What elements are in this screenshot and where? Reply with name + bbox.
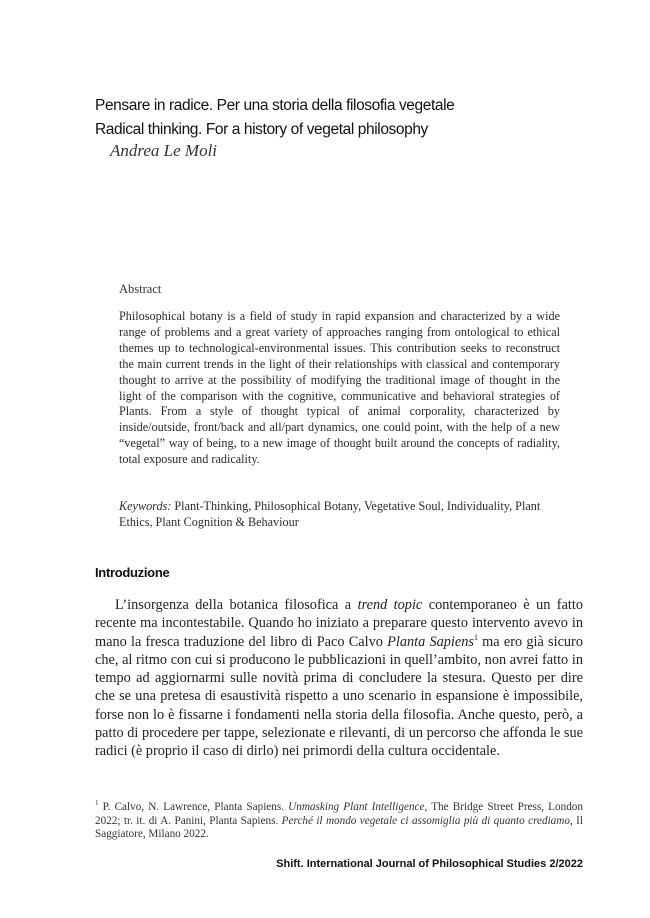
footnote-number: 1 <box>95 799 99 807</box>
section-heading: Introduzione <box>95 565 170 580</box>
keywords <box>119 499 560 531</box>
footnote-ref[interactable]: 1 <box>473 632 478 642</box>
title-italian: Pensare in radice. Per una storia della filosofia vegetale <box>95 97 455 114</box>
footnote: $^1$ P. Calvo, N. Lawrence, Planta Sapiens. Unmasking Plant Intelligence, The Bridge Street Press, London 2022; tr. it. di A. Panini, Planta Sapiens. Perché il mondo vegetale ci assomiglia più di quanto crediamo, Il Saggiatore, Milano 2022. <box>95 799 584 841</box>
keywords-label: Keywords: <box>119 499 172 513</box>
emphasis-book-title: Planta Sapiens <box>387 633 474 650</box>
keywords-list: Plant-Thinking, Philosophical Botany, Vegetative Soul, Individuality, Plant Ethics, Plant Cognition & Behaviour <box>119 499 541 529</box>
abstract-text: Philosophical botany is a field of study in rapid expansion and characterized by a wide range of problems and a great variety of approaches ranging from ontological to ethical themes up to technological-environmental issues. This contribution seeks to reconstruct the main current trends in the light of their relationships with classical and contemporary thought to arrive at the possibility of modifying the traditional image of thought in the light of the comparison with the cognitive, communicative and behavioral strategies of Plants. From a style of thought typical of animal corporality, characterized by inside/outside, front/back and all/part dynamics, one could point, with the help of a new “vegetal” way of being, to a new image of thought built around the concepts of radiality, total exposure and radicality. <box>119 309 560 467</box>
article-title <box>95 94 595 142</box>
author-name: Andrea Le Moli <box>110 141 218 160</box>
abstract-heading: Abstract <box>119 282 162 296</box>
journal-footer: Shift. International Journal of Philosophical Studies 2/2022 <box>276 858 583 870</box>
emphasis-trend-topic: trend topic <box>357 597 423 613</box>
title-english: Radical thinking. For a history of vegetal philosophy <box>95 121 428 138</box>
body-paragraph: L’insorgenza della botanica filosofica a trend topic contemporaneo è un fatto recente ma incontestabile. Quando ho iniziato a preparare questo intervento avevo in mano la fresca traduzione del libro di Paco Calvo Planta Sapiens$^1$ ma ero già sicuro che, al ritmo con cui si producono le pubblicazioni in quell’ambito, non avrei fatto in tempo ad aggiornarmi sulle novità prima di concludere la stesura. Questo per dire che se una pretesa di esaustività rispetto a uno scenario in espansione è impossibile, forse non lo è fissarne i fondamenti nella storia della filosofia. Anche questo, però, a patto di procedere per tappe, selezionate e rilevanti, di un percorso che affonda le sue radici (è proprio il caso di dirlo) nei primordi della cultura occidentale. <box>95 597 584 760</box>
